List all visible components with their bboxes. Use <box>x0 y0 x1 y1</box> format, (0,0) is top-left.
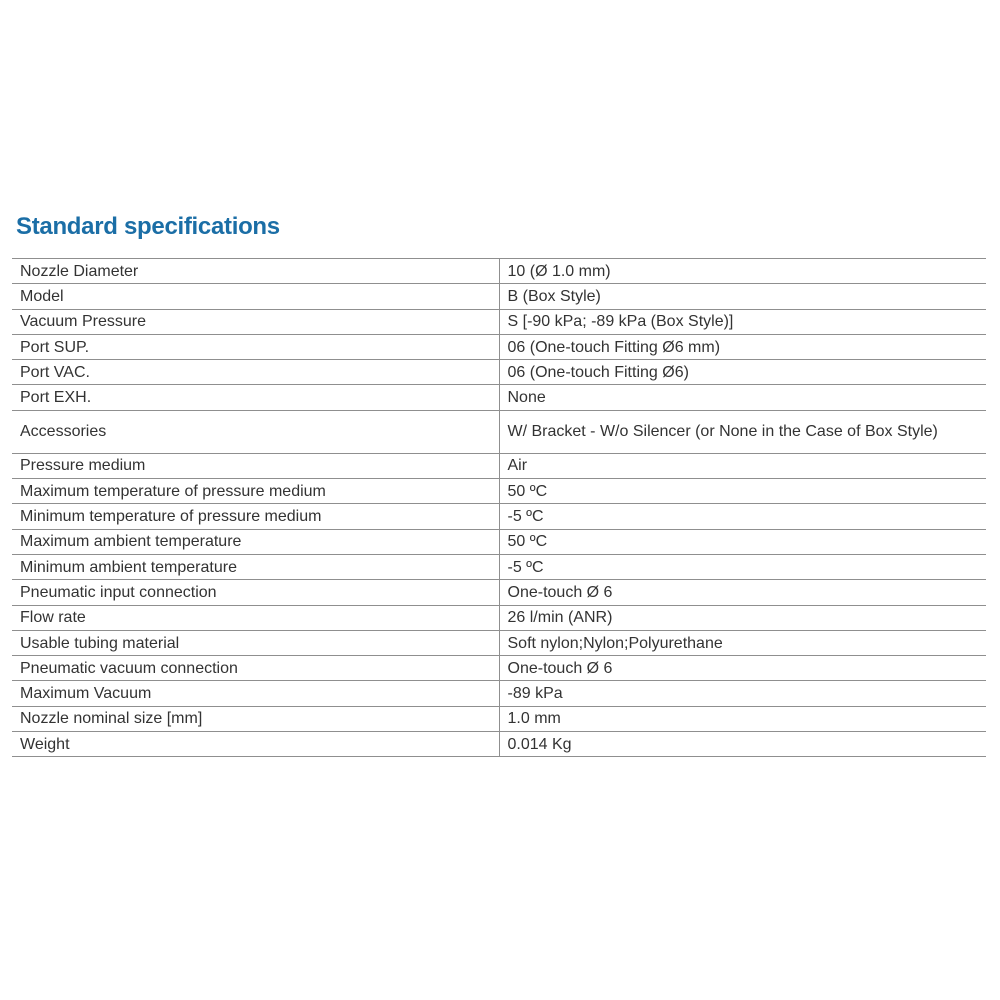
specifications-table <box>12 258 986 757</box>
spec-label: Vacuum Pressure <box>12 309 499 334</box>
table-row <box>12 630 986 655</box>
spec-value: -5 ºC <box>499 504 986 529</box>
spec-value: 50 ºC <box>499 529 986 554</box>
table-row <box>12 309 986 334</box>
spec-label: Usable tubing material <box>12 630 499 655</box>
spec-value: 06 (One-touch Fitting Ø6 mm) <box>499 334 986 359</box>
table-row <box>12 681 986 706</box>
spec-value: -89 kPa <box>499 681 986 706</box>
table-row <box>12 605 986 630</box>
table-row <box>12 334 986 359</box>
spec-label: Weight <box>12 732 499 757</box>
spec-value: 06 (One-touch Fitting Ø6) <box>499 360 986 385</box>
spec-label: Maximum Vacuum <box>12 681 499 706</box>
table-row <box>12 259 986 284</box>
spec-label: Port SUP. <box>12 334 499 359</box>
spec-label: Accessories <box>12 410 499 453</box>
spec-value: 0.014 Kg <box>499 732 986 757</box>
spec-value: 50 ºC <box>499 479 986 504</box>
spec-value: -5 ºC <box>499 554 986 579</box>
page-title: Standard specifications <box>16 213 280 240</box>
table-row <box>12 580 986 605</box>
spec-value: 10 (Ø 1.0 mm) <box>499 259 986 284</box>
table-row <box>12 385 986 410</box>
table-row <box>12 479 986 504</box>
table-row <box>12 554 986 579</box>
spec-label: Minimum temperature of pressure medium <box>12 504 499 529</box>
table-row <box>12 284 986 309</box>
table-row <box>12 410 986 453</box>
table-row <box>12 656 986 681</box>
table-row <box>12 453 986 478</box>
spec-label: Maximum ambient temperature <box>12 529 499 554</box>
spec-label: Pneumatic vacuum connection <box>12 656 499 681</box>
spec-value: B (Box Style) <box>499 284 986 309</box>
spec-value: 1.0 mm <box>499 706 986 731</box>
spec-label: Port EXH. <box>12 385 499 410</box>
spec-value: One-touch Ø 6 <box>499 656 986 681</box>
spec-value: S [-90 kPa; -89 kPa (Box Style)] <box>499 309 986 334</box>
spec-label: Nozzle nominal size [mm] <box>12 706 499 731</box>
spec-label: Minimum ambient temperature <box>12 554 499 579</box>
table-row <box>12 504 986 529</box>
spec-label: Flow rate <box>12 605 499 630</box>
spec-label: Model <box>12 284 499 309</box>
spec-value: Air <box>499 453 986 478</box>
table-row <box>12 706 986 731</box>
table-row <box>12 732 986 757</box>
spec-label: Nozzle Diameter <box>12 259 499 284</box>
table-row <box>12 360 986 385</box>
spec-label: Pneumatic input connection <box>12 580 499 605</box>
spec-value: W/ Bracket - W/o Silencer (or None in the Case of Box Style) <box>499 410 986 453</box>
spec-value: One-touch Ø 6 <box>499 580 986 605</box>
spec-value: Soft nylon;Nylon;Polyurethane <box>499 630 986 655</box>
spec-label: Port VAC. <box>12 360 499 385</box>
spec-label: Maximum temperature of pressure medium <box>12 479 499 504</box>
table-row <box>12 529 986 554</box>
spec-label: Pressure medium <box>12 453 499 478</box>
spec-value: 26 l/min (ANR) <box>499 605 986 630</box>
spec-value: None <box>499 385 986 410</box>
